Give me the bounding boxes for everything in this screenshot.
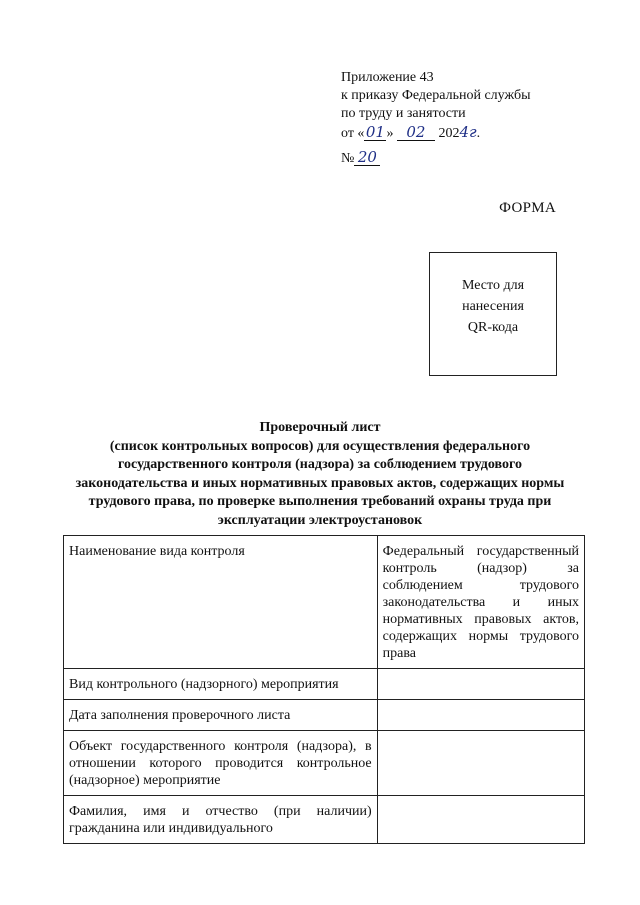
appendix-header (341, 69, 530, 168)
row-label: Наименование вида контроля (64, 536, 378, 669)
row-value: Федеральный государственный контроль (надзор) за соблюдением трудового законодательства и иных нормативных правовых актов, содержащих нормы трудового права (377, 536, 584, 669)
table-row (64, 669, 585, 700)
date-prefix: от « (341, 126, 365, 141)
row-label: Фамилия, имя и отчество (при наличии) гражданина или индивидуального (64, 796, 378, 844)
row-label: Вид контрольного (надзорного) мероприятия (64, 669, 378, 700)
date-year-suffix: 4г (459, 123, 477, 141)
title-line1: Проверочный лист (259, 420, 381, 435)
number-value: 20 (354, 149, 380, 166)
order-number-line (341, 149, 530, 168)
date-month: 02 (397, 124, 435, 141)
appendix-number: Приложение 43 (341, 70, 434, 85)
row-value (377, 669, 584, 700)
title-line6: эксплуатации электроустановок (217, 512, 423, 528)
title-line3: государственного контроля (надзора) за соблюдением трудового (118, 457, 522, 472)
table-row (64, 700, 585, 731)
date-day: 01 (365, 123, 385, 141)
document-title (50, 419, 590, 530)
title-line4: законодательства и иных нормативных правовых актов, содержащих нормы (75, 475, 565, 491)
qr-text-line1: Место для (461, 278, 525, 293)
title-line5: трудового права, по проверке выполнения требований охраны труда при (88, 494, 552, 509)
row-label: Дата заполнения проверочного листа (64, 700, 378, 731)
qr-code-placeholder (429, 252, 557, 376)
checklist-info-table (63, 535, 585, 844)
title-line2: (список контрольных вопросов) для осуществления федерального (109, 438, 531, 454)
row-label: Объект государственного контроля (надзора), в отношении которого проводится контрольное (надзорное) мероприятие (64, 731, 378, 796)
appendix-date-line (341, 123, 530, 143)
row-value (377, 700, 584, 731)
appendix-agency: по труду и занятости (341, 106, 466, 121)
row-value (377, 731, 584, 796)
table-row (64, 796, 585, 844)
date-year-prefix: 202 (438, 126, 460, 141)
table-row (64, 536, 585, 669)
row-value (377, 796, 584, 844)
number-label: № (341, 151, 355, 166)
table-row (64, 731, 585, 796)
qr-text-line3: QR-кода (467, 320, 519, 335)
form-label: ФОРМА (499, 200, 556, 216)
qr-text-line2: нанесения (462, 299, 524, 314)
date-mid: » (386, 126, 394, 141)
appendix-order-ref: к приказу Федеральной службы (341, 88, 531, 103)
date-end: . (476, 126, 481, 141)
